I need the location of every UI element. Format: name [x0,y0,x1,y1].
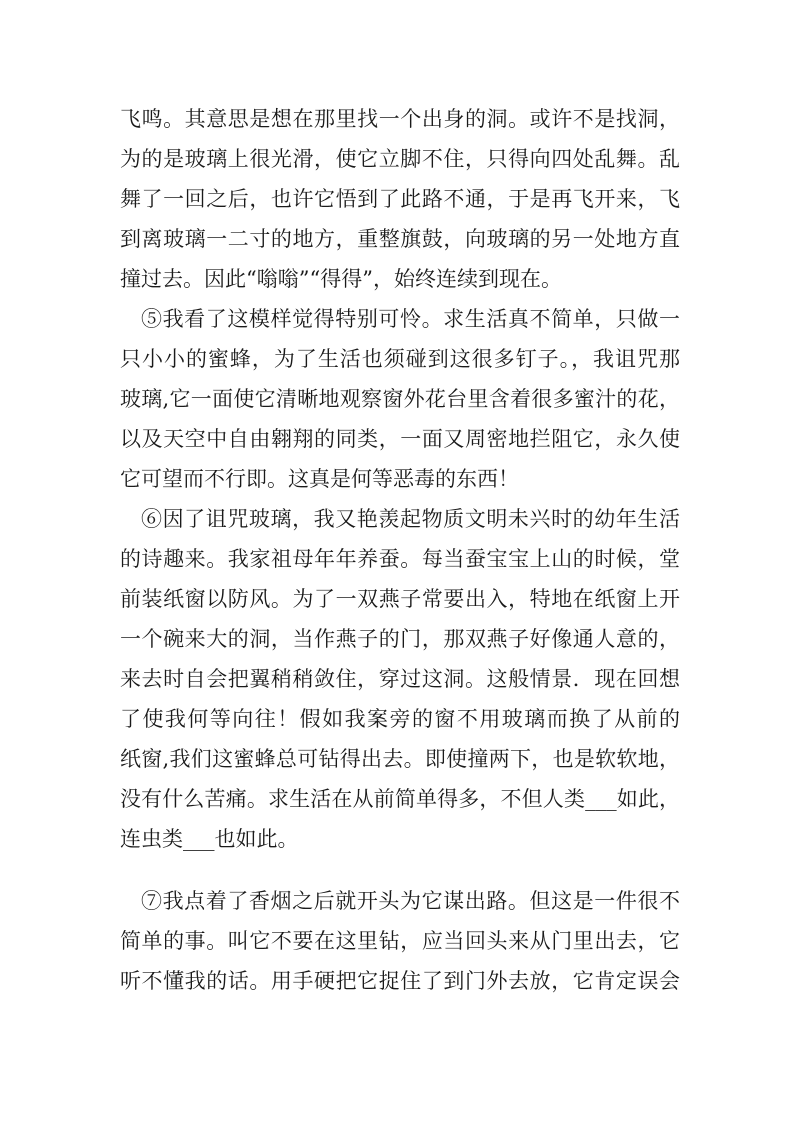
paragraph-line: 只小小的蜜蜂，为了生活也须碰到这很多钉子。，我诅咒那 [120,347,680,371]
paragraph-line: 连虫类___也如此。 [120,827,299,851]
paragraph-line: 简单的事。叫它不要在这里钻，应当回头来从门里出去，它 [120,929,680,953]
paragraph-line: 前装纸窗以防风。为了一双燕子常要出入，特地在纸窗上开 [120,587,680,611]
paragraph-line: 飞鸣。其意思是想在那里找一个出身的洞。或许不是找洞， [120,107,680,131]
paragraph-7-first-line: ⑦我点着了香烟之后就开头为它谋出路。但这是一件很不 [141,889,680,913]
paragraph-5-first-line: ⑤我看了这模样觉得特别可怜。求生活真不简单，只做一 [141,307,680,331]
paragraph-6-first-line: ⑥因了诅咒玻璃，我又艳羡起物质文明未兴时的幼年生活 [141,507,680,531]
paragraph-line: 以及天空中自由翱翔的同类，一面又周密地拦阻它，永久使 [120,427,680,451]
paragraph-line: 的诗趣来。我家祖母年年养蚕。每当蚕宝宝上山的时候，堂 [120,547,680,571]
paragraph-line: 一个碗来大的洞，当作燕子的门，那双燕子好像通人意的， [120,627,680,651]
paragraph-line: 它可望而不行即。这真是何等恶毒的东西！ [120,467,519,491]
paragraph-line: 了使我何等向往！假如我案旁的窗不用玻璃而换了从前的 [120,707,680,731]
paragraph-line: 为的是玻璃上很光滑，使它立脚不住，只得向四处乱舞。乱 [120,147,680,171]
paragraph-line: 没有什么苦痛。求生活在从前简单得多，不但人类___如此， [120,787,680,811]
paragraph-line: 听不懂我的话。用手硬把它捉住了到门外去放，它肯定误会 [120,969,680,993]
paragraph-line: 来去时自会把翼稍稍敛住，穿过这洞。这般情景．现在回想 [120,667,680,691]
paragraph-line: 舞了一回之后，也许它悟到了此路不通，于是再飞开来，飞 [120,187,680,211]
paragraph-line: 撞过去。因此“嗡嗡”“得得”，始终连续到现在。 [120,267,562,291]
paragraph-line: 到离玻璃一二寸的地方，重整旗鼓，向玻璃的另一处地方直 [120,227,680,251]
paragraph-line: 纸窗,我们这蜜蜂总可钻得出去。即使撞两下，也是软软地， [120,747,680,771]
paragraph-line: 玻璃,它一面使它清晰地观察窗外花台里含着很多蜜汁的花， [120,387,680,411]
